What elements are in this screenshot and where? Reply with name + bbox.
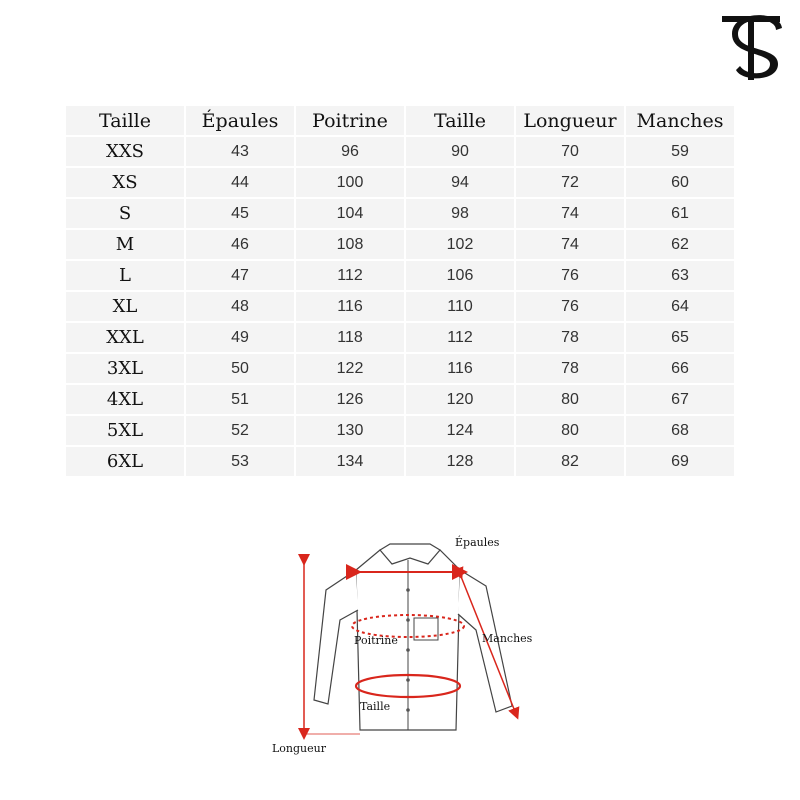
measurement-cell: 52 bbox=[186, 416, 294, 445]
measurement-cell: 94 bbox=[406, 168, 514, 197]
measurement-cell: 74 bbox=[516, 199, 624, 228]
measurement-cell: 120 bbox=[406, 385, 514, 414]
measurement-cell: 72 bbox=[516, 168, 624, 197]
size-label-cell: 4XL bbox=[66, 385, 184, 414]
measurement-cell: 60 bbox=[626, 168, 734, 197]
brand-logo bbox=[716, 6, 796, 86]
measurement-cell: 76 bbox=[516, 261, 624, 290]
measurement-cell: 134 bbox=[296, 447, 404, 476]
table-row bbox=[66, 447, 734, 476]
measurement-cell: 53 bbox=[186, 447, 294, 476]
measurement-cell: 78 bbox=[516, 354, 624, 383]
size-label-cell: XXS bbox=[66, 137, 184, 166]
label-chest: Poitrine bbox=[354, 634, 398, 647]
measurement-cell: 62 bbox=[626, 230, 734, 259]
measurement-cell: 130 bbox=[296, 416, 404, 445]
size-label-cell: XS bbox=[66, 168, 184, 197]
measurement-cell: 80 bbox=[516, 385, 624, 414]
table-row bbox=[66, 137, 734, 166]
shirt-measurement-diagram bbox=[260, 530, 560, 770]
size-label-cell: M bbox=[66, 230, 184, 259]
measurement-cell: 47 bbox=[186, 261, 294, 290]
header-shoulders: Épaules bbox=[186, 106, 294, 135]
measurement-cell: 70 bbox=[516, 137, 624, 166]
shirt-left-sleeve bbox=[314, 570, 358, 704]
measurement-cell: 104 bbox=[296, 199, 404, 228]
measurement-cell: 78 bbox=[516, 323, 624, 352]
measurement-cell: 112 bbox=[406, 323, 514, 352]
measurement-cell: 61 bbox=[626, 199, 734, 228]
header-sleeves: Manches bbox=[626, 106, 734, 135]
size-label-cell: S bbox=[66, 199, 184, 228]
shirt-illustration bbox=[260, 530, 560, 770]
measurement-cell: 45 bbox=[186, 199, 294, 228]
measurement-cell: 82 bbox=[516, 447, 624, 476]
measurement-cell: 116 bbox=[296, 292, 404, 321]
table-row bbox=[66, 230, 734, 259]
size-label-cell: XL bbox=[66, 292, 184, 321]
size-label-cell: 5XL bbox=[66, 416, 184, 445]
label-waist: Taille bbox=[360, 700, 391, 713]
measurement-cell: 112 bbox=[296, 261, 404, 290]
measurement-cell: 80 bbox=[516, 416, 624, 445]
measurement-cell: 76 bbox=[516, 292, 624, 321]
measurement-cell: 59 bbox=[626, 137, 734, 166]
table-row bbox=[66, 292, 734, 321]
measurement-cell: 128 bbox=[406, 447, 514, 476]
table-header-row bbox=[66, 106, 734, 135]
table-row bbox=[66, 261, 734, 290]
measurement-cell: 46 bbox=[186, 230, 294, 259]
size-label-cell: 3XL bbox=[66, 354, 184, 383]
measurement-cell: 122 bbox=[296, 354, 404, 383]
table-row bbox=[66, 385, 734, 414]
measurement-cell: 64 bbox=[626, 292, 734, 321]
measurement-cell: 74 bbox=[516, 230, 624, 259]
measurement-cell: 51 bbox=[186, 385, 294, 414]
measurement-cell: 96 bbox=[296, 137, 404, 166]
measurement-cell: 68 bbox=[626, 416, 734, 445]
measurement-cell: 63 bbox=[626, 261, 734, 290]
measurement-cell: 118 bbox=[296, 323, 404, 352]
table-row bbox=[66, 354, 734, 383]
measurement-cell: 124 bbox=[406, 416, 514, 445]
size-label-cell: XXL bbox=[66, 323, 184, 352]
measurement-cell: 102 bbox=[406, 230, 514, 259]
label-sleeves: Manches bbox=[482, 632, 533, 645]
header-size: Taille bbox=[66, 106, 184, 135]
table-row bbox=[66, 199, 734, 228]
header-chest: Poitrine bbox=[296, 106, 404, 135]
measurement-cell: 66 bbox=[626, 354, 734, 383]
measurement-cell: 67 bbox=[626, 385, 734, 414]
measurement-cell: 126 bbox=[296, 385, 404, 414]
measurement-cell: 44 bbox=[186, 168, 294, 197]
measurement-cell: 49 bbox=[186, 323, 294, 352]
measurement-cell: 98 bbox=[406, 199, 514, 228]
label-shoulders: Épaules bbox=[455, 536, 500, 549]
table-row bbox=[66, 323, 734, 352]
measurement-cell: 106 bbox=[406, 261, 514, 290]
measurement-cell: 50 bbox=[186, 354, 294, 383]
measurement-cell: 110 bbox=[406, 292, 514, 321]
measurement-cell: 108 bbox=[296, 230, 404, 259]
label-length: Longueur bbox=[272, 742, 326, 755]
table-row bbox=[66, 168, 734, 197]
measurement-cell: 43 bbox=[186, 137, 294, 166]
size-chart-table bbox=[64, 104, 736, 478]
measurement-cell: 69 bbox=[626, 447, 734, 476]
measurement-cell: 65 bbox=[626, 323, 734, 352]
table-row bbox=[66, 416, 734, 445]
header-length: Longueur bbox=[516, 106, 624, 135]
measurement-cell: 90 bbox=[406, 137, 514, 166]
size-label-cell: 6XL bbox=[66, 447, 184, 476]
measurement-cell: 116 bbox=[406, 354, 514, 383]
measurement-cell: 48 bbox=[186, 292, 294, 321]
measurement-cell: 100 bbox=[296, 168, 404, 197]
size-label-cell: L bbox=[66, 261, 184, 290]
header-waist: Taille bbox=[406, 106, 514, 135]
